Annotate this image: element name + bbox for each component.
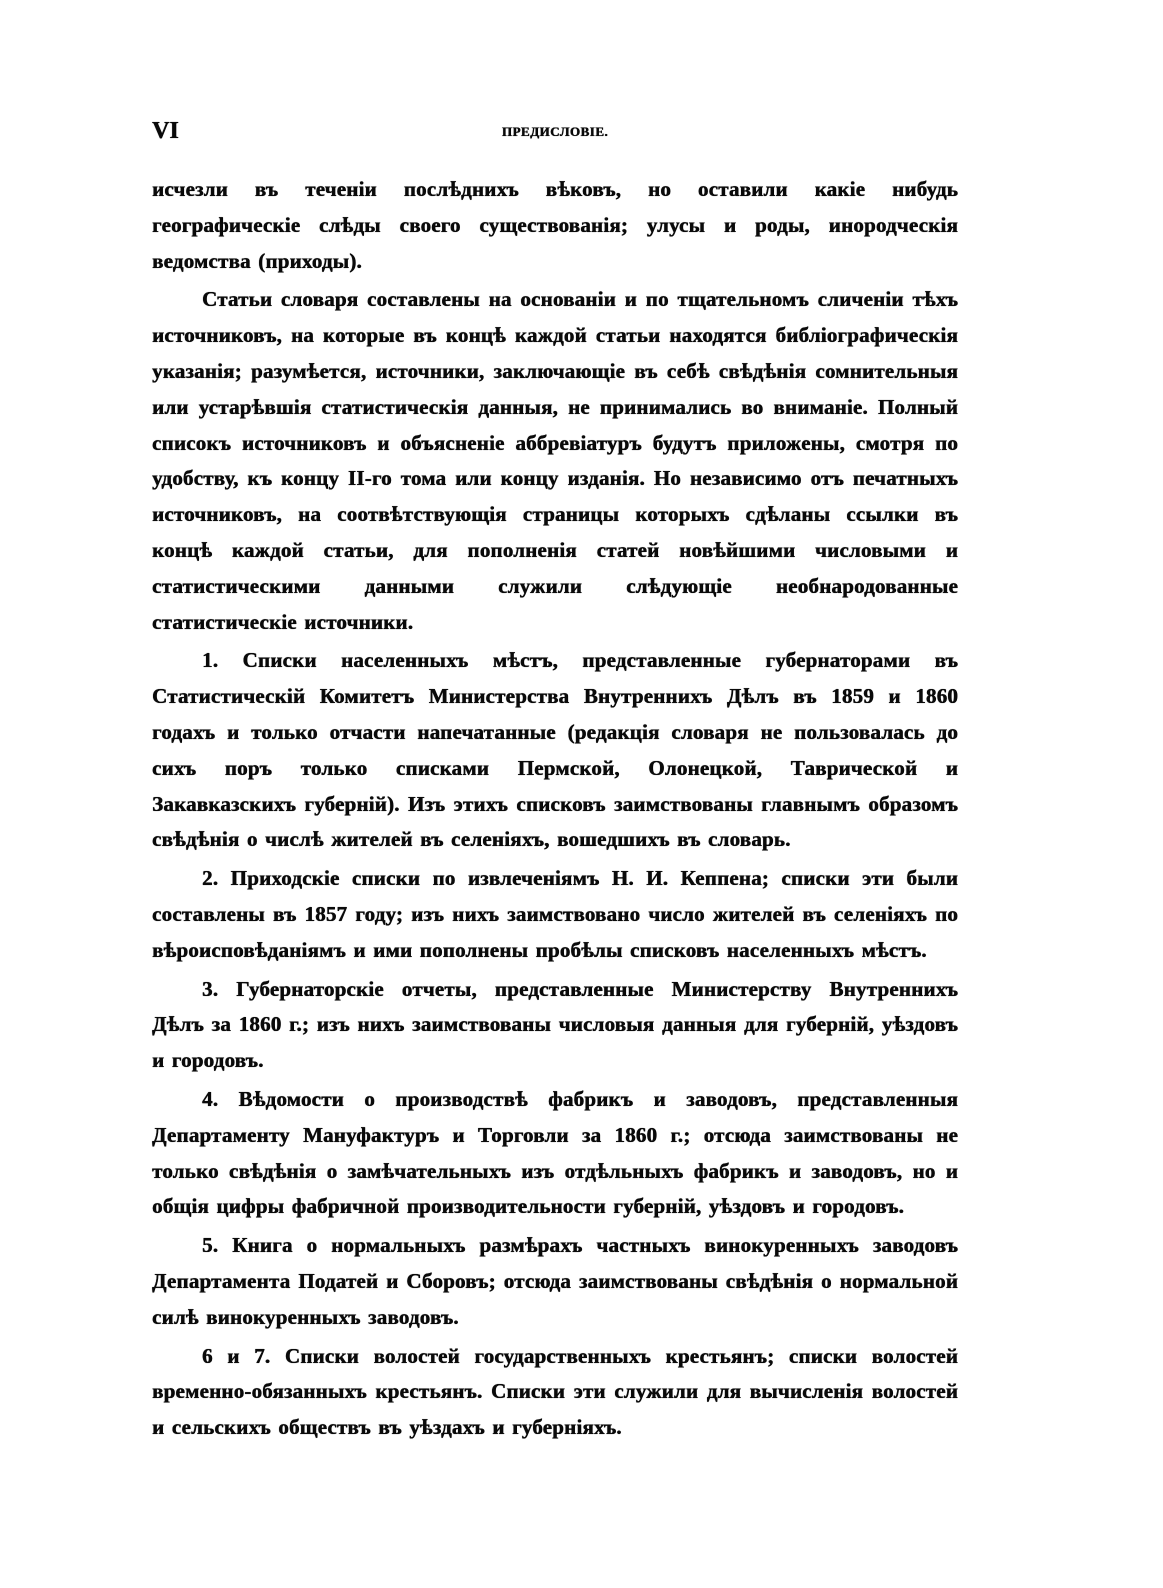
running-title: ПРЕДИСЛОВІЕ. (501, 124, 609, 139)
source-item-text: Книга о нормальныхъ размѣрахъ частныхъ винокуренныхъ заводовъ Департамента Податей и Сборовъ; отсюда заимствованы свѣдѣнія о нормальной силѣ винокуренныхъ заводовъ. (152, 1233, 958, 1329)
source-item-text: Губернаторскіе отчеты, представленные Министерству Внутреннихъ Дѣлъ за 1860 г.; изъ нихъ заимствованы числовыя данныя для губерній, уѣздовъ и городовъ. (152, 976, 959, 1073)
source-item-number: 3. (202, 976, 219, 1001)
source-item-1 (152, 643, 958, 858)
source-item-6-7 (152, 1339, 958, 1446)
source-item-3 (152, 972, 958, 1079)
source-item-number: 1. (202, 648, 219, 673)
source-item-number: 5. (202, 1233, 219, 1258)
source-item-number: 4. (202, 1086, 219, 1111)
page-body (152, 172, 958, 1446)
source-item-number: 2. (202, 866, 219, 891)
source-item-4 (152, 1082, 958, 1225)
continuation-paragraph: исчезли въ теченіи послѣднихъ вѣковъ, но оставили какіе нибудь географическіе слѣды своего существованія; улусы и роды, инородческія ведомства (приходы). (152, 177, 958, 273)
sources-intro-paragraph: Статьи словаря составлены на основаніи и по тщательномъ сличеніи тѣхъ источниковъ, на которые въ концѣ каждой статьи находятся библіографическія указанія; разумѣется, источники, заключающіе въ себѣ свѣдѣнія сомнительныя или устарѣвшія статистическія данныя, не принимались во вниманіе. Полный списокъ источниковъ и объясненіе аббревіатуръ будутъ приложены, смотря по удобству, къ концу II-го тома или концу изданія. Но независимо отъ печатныхъ источниковъ, на соотвѣтствующія страницы которыхъ сдѣланы ссылки въ концѣ каждой статьи, для пополненія статей новѣйшими числовыми и статистическими данными служили слѣдующіе необнародованные статистическіе источники. (152, 287, 958, 634)
source-item-text: Вѣдомости о производствѣ фабрикъ и заводовъ, представленныя Департаменту Мануфактуръ и Торговли за 1860 г.; отсюда заимствованы не только свѣдѣнія о замѣчательныхъ изъ отдѣльныхъ фабрикъ и заводовъ, но и общія цифры фабричной производительности губерній, уѣздовъ и городовъ. (152, 1086, 958, 1219)
source-item-5 (152, 1228, 958, 1335)
source-item-text: Списки волостей государственныхъ крестьянъ; списки волостей временно-обязанныхъ крестьянъ. Списки эти служили для вычисленія волостей и сельскихъ обществъ въ уѣздахъ и губерніяхъ. (152, 1343, 958, 1440)
source-item-2 (152, 861, 958, 968)
running-head (152, 112, 958, 148)
page-number: VI (152, 118, 179, 144)
source-item-number: 6 и 7. (202, 1343, 271, 1368)
document-page (152, 112, 958, 1446)
source-item-text: Списки населенныхъ мѣстъ, представленные губернаторами въ Статистическій Комитетъ Министерства Внутреннихъ Дѣлъ въ 1859 и 1860 годахъ и только отчасти напечатанные (редакція словаря не пользовалась до сихъ поръ только списками Пермской, Олонецкой, Таврической и Закавказскихъ губерній). Изъ этихъ списковъ заимствованы главнымъ образомъ свѣдѣнія о числѣ жителей въ селеніяхъ, вошедшихъ въ словарь. (152, 648, 958, 852)
source-item-text: Приходскіе списки по извлеченіямъ Н. И. Кеппена; списки эти были составлены въ 1857 году; изъ нихъ заимствовано число жителей въ селеніяхъ по вѣроисповѣданіямъ и ими пополнены пробѣлы списковъ населенныхъ мѣстъ. (152, 866, 959, 962)
